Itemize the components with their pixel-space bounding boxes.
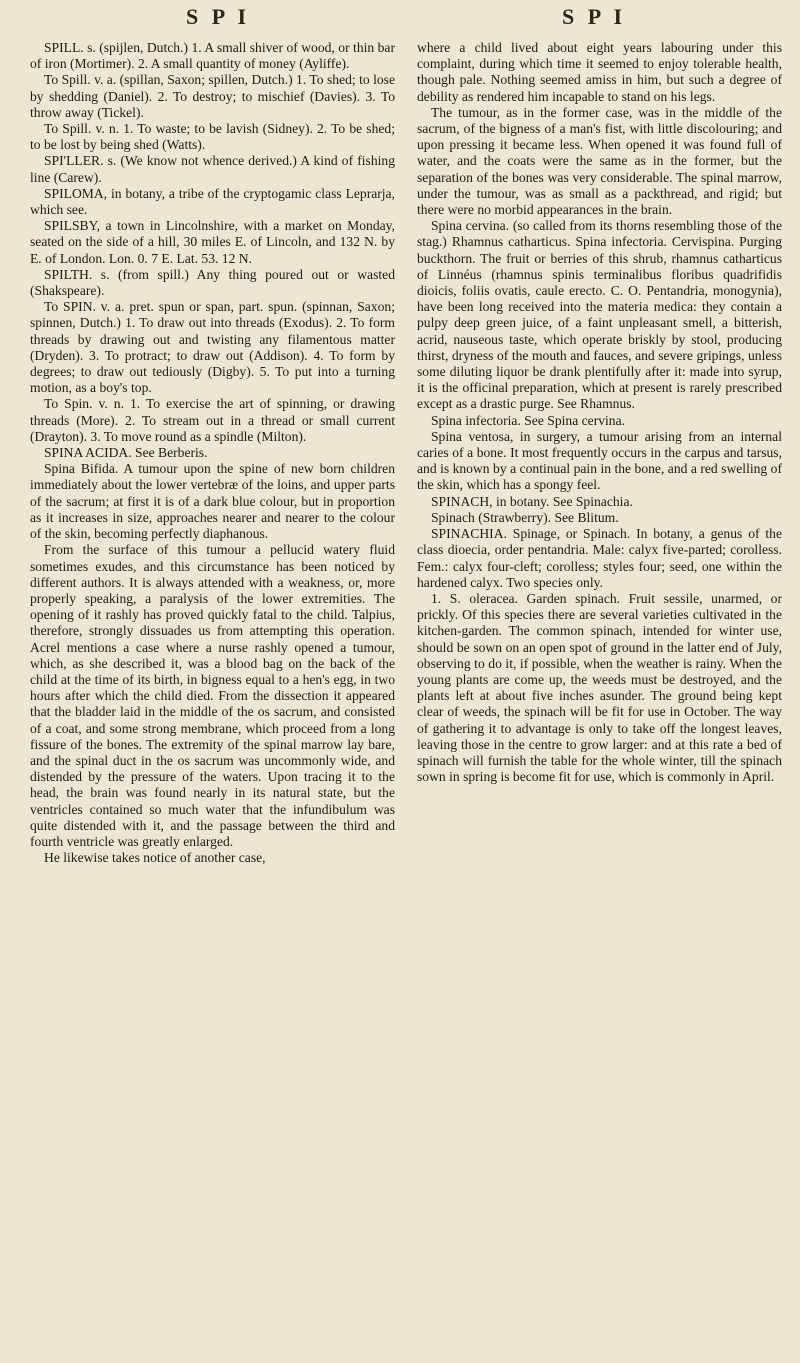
entry-to-spin-va: To SPIN. v. a. pret. spun or span, part. spun. (spinnan, Saxon; spinnen, Dutch.) 1. To draw out into threads (Exodus). 2. To form threads by drawing out and twisting any filamentous matter (Dryden). 3. To protract; to draw out (Addison). 4. To form by degrees; to draw out tediously (Digby). 5. To put into a turning motion, as a boy's top. xyxy=(30,299,395,396)
entry-spina-bifida: Spina Bifida. A tumour upon the spine of new born children immediately about the lower vertebræ of the loins, and upper parts of the sacrum; at first it is of a dark blue colour, but in proportion as it increases in size, approaches nearer and nearer to the colour of the skin, becoming perfectly diaphanous. xyxy=(30,461,395,542)
paragraph-spina-bifida-surface: From the surface of this tumour a pellucid watery fluid sometimes exudes, and this circumstance has been noticed by different authors. It is always attended with a weakness, or, more properly speaking, a paralysis of the lower extremities. The opening of it rashly has proved quickly fatal to the child. Talpius, therefore, strongly dissuades us from attempting this operation. Acrel mentions a case where a nurse rashly opened a tumour, which, as she described it, was a blood bag on the back of the child at the time of its birth, in bigness equal to a hen's egg, in two hours after which the child died. From the dissection it appeared that the bladder laid in the middle of the os sacrum, and consisted of a coat, and some strong membrane, which proceed from a long fissure of the bones. The extremity of the spinal marrow lay bare, and the spinal duct in the os sacrum was uncommonly wide, and distended by the pressure of the waters. Upon tracing it to the head, the brain was found nearly in its natural state, but the ventricles contained so much water that the infundibulum was quite distended with it, and the passage between the third and fourth ventricle was greatly enlarged. xyxy=(30,542,395,849)
entry-spilsby: SPILSBY, a town in Lincolnshire, with a market on Monday, seated on the side of a hill, 30 miles E. of Lincoln, and 132 N. by E. of London. Lon. 0. 7 E. Lat. 53. 12 N. xyxy=(30,218,395,266)
entry-spinach: SPINACH, in botany. See Spinachia. xyxy=(431,493,633,509)
entry-spinachia: SPINACHIA. Spinage, or Spinach. In botany, a genus of the class dioecia, order pentandria. Male: calyx five-parted; corolless. Fem.: calyx four-cleft; corolless; styles four; seed, one within the hardened calyx. Two species only. xyxy=(417,526,782,590)
entry-spina-acida: SPINA ACIDA. See Berberis. xyxy=(44,445,208,461)
running-head-right: S P I xyxy=(561,4,627,29)
entry-to-spin-vn: To Spin. v. n. 1. To exercise the art of spinning, or drawing threads (More). 2. To stream out in a thread or small current (Drayton). 3. To move round as a spindle (Milton). xyxy=(30,396,395,444)
entry-spina-infectoria: Spina infectoria. See Spina cervina. xyxy=(431,412,626,428)
entry-spilth: SPILTH. s. (from spill.) Any thing poured out or wasted (Shakspeare). xyxy=(30,266,395,299)
text-columns xyxy=(30,40,782,866)
paragraph-another-case: He likewise takes notice of another case, xyxy=(44,850,266,866)
entry-spill-noun: SPILL. s. (spijlen, Dutch.) 1. A small shiver of wood, or thin bar of iron (Mortimer). 2. A small quantity of money (Ayliffe). xyxy=(30,40,395,72)
paragraph-tumour-former-case: The tumour, as in the former case, was in the middle of the sacrum, of the bigness of a man's fist, with little discolouring; and upon pressing it became less. When opened it was found full of water, and the coats were the same as in the former, but the separation of the bones was very considerable. The spinal marrow, under the tumour, was as small as a packthread, and rigid; but there were no morbid appearances in the brain. xyxy=(417,104,782,218)
right-column xyxy=(417,40,782,866)
paragraph-child-eight-years: where a child lived about eight years labouring under this complaint, during which time it seemed to enjoy tolerable health, though pale. Nothing seemed amiss in him, but such a degree of debility as rendered him incapable to stand on his legs. xyxy=(417,40,782,104)
entry-to-spill-vn: To Spill. v. n. 1. To waste; to be lavish (Sidney). 2. To be shed; to be lost by being shed (Watts). xyxy=(30,121,395,153)
entry-s-oleracea: 1. S. oleracea. Garden spinach. Fruit sessile, unarmed, or prickly. Of this species there are several varieties cultivated in the kitchen-garden. The common spinach, intended for winter use, should be sown on an open spot of ground in the latter end of July, observing to do it, if possible, when the weather is rainy. When the young plants are come up, the weeds must be destroyed, and the plants left at about five inches asunder. The ground being kept clear of weeds, the spinach will be fit for use in October. The way of gathering it to advantage is only to take off the longest leaves, leaving those in the centre to grow larger: and at this rate a bed of spinach will furnish the table for the whole winter, till the spinach sown in spring is become fit for use, which is commonly in April. xyxy=(417,590,782,785)
entry-to-spill-va: To Spill. v. a. (spillan, Saxon; spillen, Dutch.) 1. To shed; to lose by shedding (Daniel). 2. To destroy; to mischief (Davies). 3. To throw away (Tickel). xyxy=(30,72,395,120)
entry-spinach-strawberry: Spinach (Strawberry). See Blitum. xyxy=(431,509,619,525)
entry-spina-ventosa: Spina ventosa, in surgery, a tumour arising from an internal caries of a bone. It most frequently occurs in the carpus and tarsus, and is known by a continual pain in the bone, and a red swelling of the skin, which has a spongy feel. xyxy=(417,428,782,493)
page-header xyxy=(30,4,782,40)
entry-spiloma: SPILOMA, in botany, a tribe of the cryptogamic class Leprarja, which see. xyxy=(30,185,395,218)
entry-spiller: SPI'LLER. s. (We know not whence derived.) A kind of fishing line (Carew). xyxy=(30,153,395,185)
entry-spina-cervina: Spina cervina. (so called from its thorns resembling those of the stag.) Rhamnus catharticus. Spina infectoria. Cervispina. Purging buckthorn. The fruit or berries of this shrub, rhamnus catharticus of Linnéus (rhamnus spinis terminalibus floribus quadrifidis dioicis, foliis ovatis, caule erecto. C. O. Pentandria, monogynia), have been long received into the materia medica: they contain a pulpy deep green juice, of a faint unpleasant smell, a bitterish, acrid, nauseous taste, which operate briskly by stool, producing thirst, dryness of the mouth and fauces, and severe gripings, unless some diluting liquor be drank plentifully after it: made into syrup, it is the officinal preparation, which at present is rarely prescribed except as a drastic purge. See Rhamnus. xyxy=(417,218,782,412)
left-column xyxy=(30,40,395,866)
running-head-left: S P I xyxy=(185,4,251,29)
